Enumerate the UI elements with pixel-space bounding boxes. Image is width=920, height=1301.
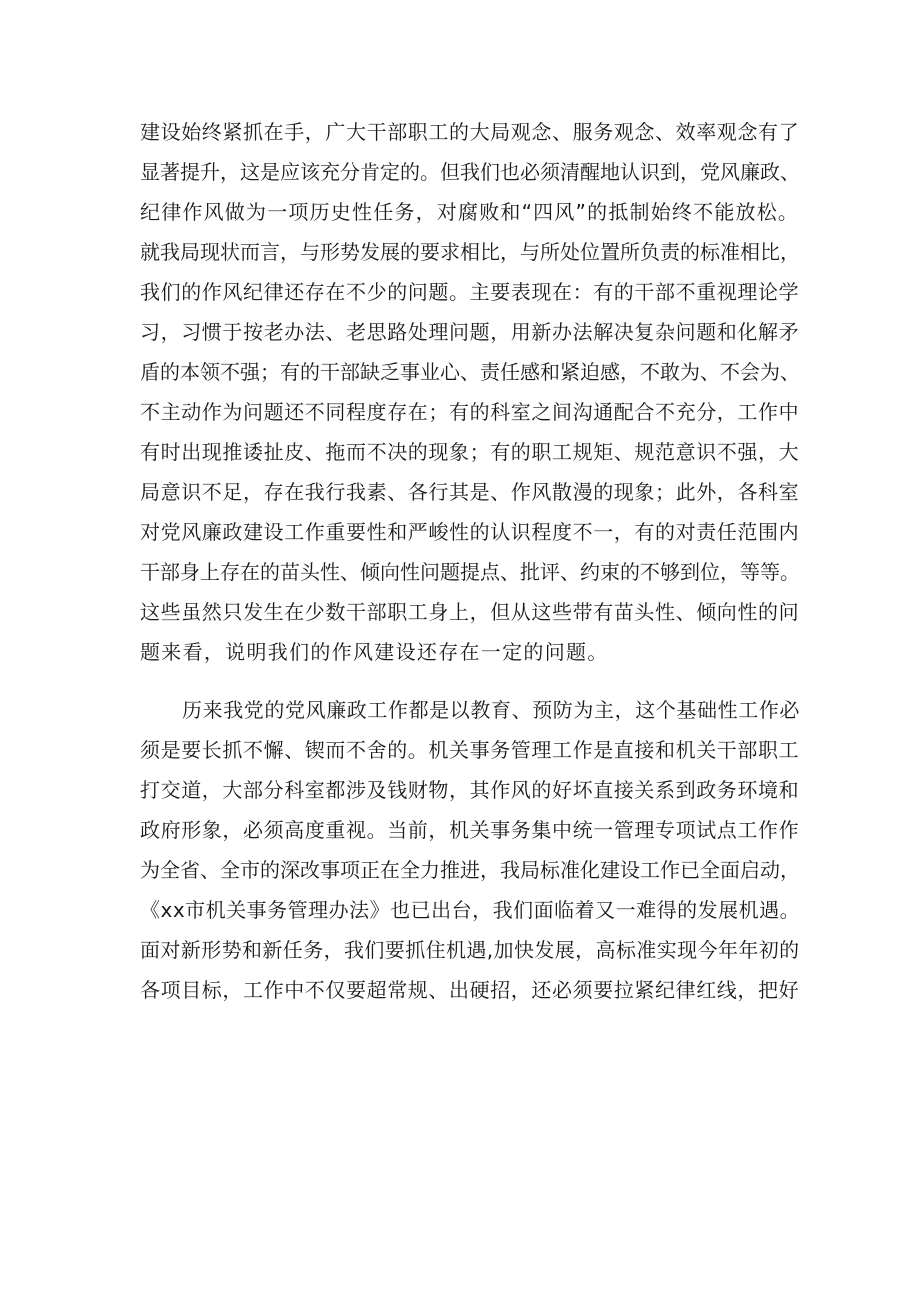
text-line: 建设始终紧抓在手，广大干部职工的大局观念、服务观念、效率观念有了 <box>140 120 800 144</box>
paragraph-2 <box>140 690 800 1010</box>
text-line: 我们的作风纪律还存在不少的问题。主要表现在：有的干部不重视理论学 <box>140 280 800 304</box>
text-line: 局意识不足，存在我行我素、各行其是、作风散漫的现象；此外，各科室 <box>140 480 800 504</box>
text-line: 面对新形势和新任务，我们要抓住机遇,加快发展，高标准实现今年年初的 <box>140 938 800 962</box>
paragraph-spacer <box>140 672 800 690</box>
text-line: 对党风廉政建设工作重要性和严峻性的认识程度不一，有的对责任范围内 <box>140 520 800 544</box>
text-line: 须是要长抓不懈、锲而不舍的。机关事务管理工作是直接和机关干部职工 <box>140 738 800 762</box>
text-line: 为全省、全市的深改事项正在全力推进，我局标准化建设工作已全面启动， <box>140 858 800 882</box>
text-line: 题来看，说明我们的作风建设还存在一定的问题。 <box>140 640 609 664</box>
text-line: 这些虽然只发生在少数干部职工身上，但从这些带有苗头性、倾向性的问 <box>140 600 800 624</box>
text-line: 历来我党的党风廉政工作都是以教育、预防为主，这个基础性工作必 <box>182 698 800 722</box>
text-line: 习，习惯于按老办法、老思路处理问题，用新办法解决复杂问题和化解矛 <box>140 320 800 344</box>
paragraph-1 <box>140 112 800 672</box>
text-line: 《xx市机关事务管理办法》也已出台，我们面临着又一难得的发展机遇。 <box>140 898 801 922</box>
text-line: 不主动作为问题还不同程度存在；有的科室之间沟通配合不充分，工作中 <box>140 400 800 424</box>
text-line: 纪律作风做为一项历史性任务，对腐败和“四风”的抵制始终不能放松。 <box>140 200 800 224</box>
text-line: 就我局现状而言，与形势发展的要求相比，与所处位置所负责的标准相比， <box>140 240 800 264</box>
text-line: 打交道，大部分科室都涉及钱财物，其作风的好坏直接关系到政务环境和 <box>140 778 800 802</box>
text-line: 有时出现推诿扯皮、拖而不决的现象；有的职工规矩、规范意识不强，大 <box>140 440 800 464</box>
text-line: 各项目标，工作中不仅要超常规、出硬招，还必须要拉紧纪律红线，把好 <box>140 978 800 1002</box>
document-body <box>140 112 800 1010</box>
text-line: 干部身上存在的苗头性、倾向性问题提点、批评、约束的不够到位，等等。 <box>140 560 800 584</box>
text-line: 显著提升，这是应该充分肯定的。但我们也必须清醒地认识到，党风廉政、 <box>140 160 800 184</box>
text-line: 盾的本领不强；有的干部缺乏事业心、责任感和紧迫感，不敢为、不会为、 <box>140 360 800 384</box>
text-line: 政府形象，必须高度重视。当前，机关事务集中统一管理专项试点工作作 <box>140 818 800 842</box>
